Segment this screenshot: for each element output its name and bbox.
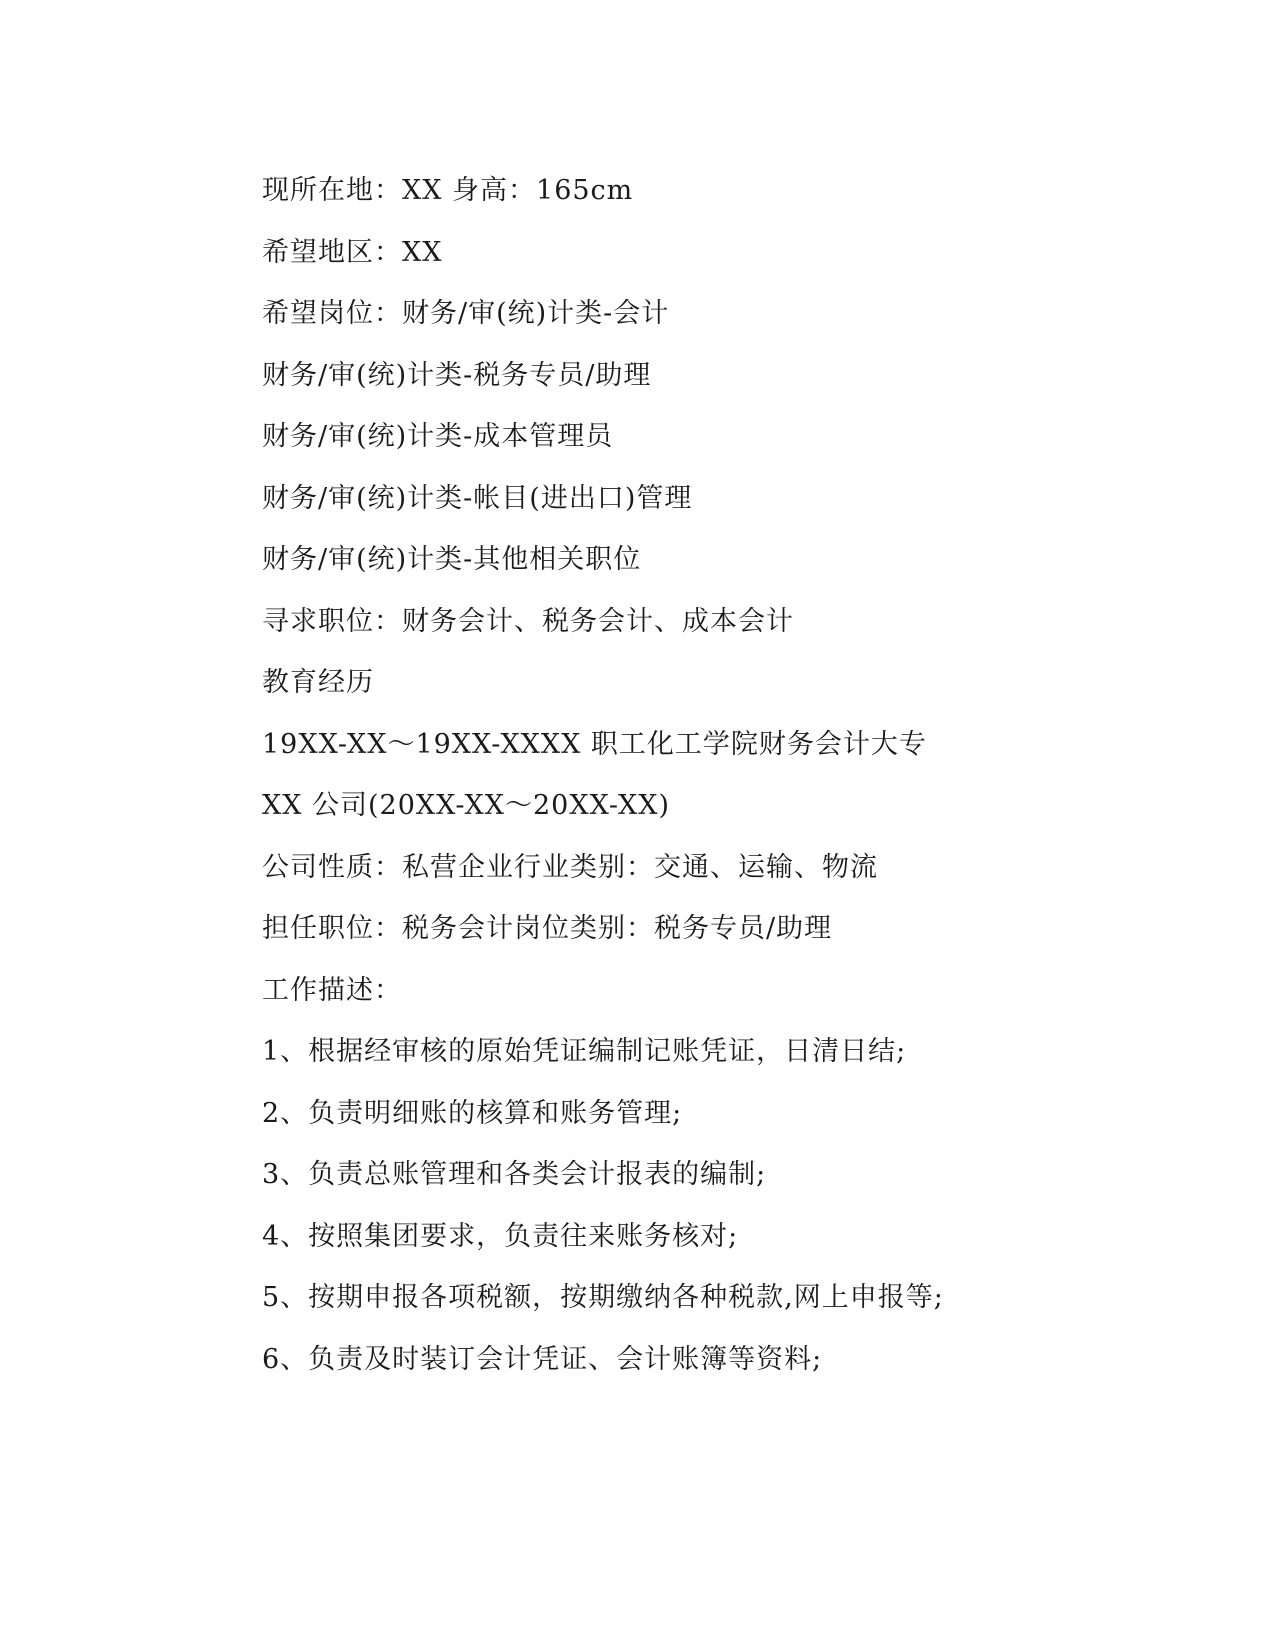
location-height-line: 现所在地：XX 身高：165cm bbox=[262, 175, 634, 206]
company-entry: XX 公司(20XX-XX～20XX-XX) bbox=[262, 790, 670, 821]
sought-position-line: 寻求职位：财务会计、税务会计、成本会计 bbox=[262, 605, 794, 637]
company-nature-line: 公司性质：私营企业行业类别：交通、运输、物流 bbox=[262, 851, 878, 883]
position-option-cost: 财务/审(统)计类-成本管理员 bbox=[262, 421, 614, 452]
duty-item-6: 6、负责及时装订会计凭证、会计账簿等资料; bbox=[262, 1343, 823, 1375]
education-entry: 19XX-XX～19XX-XXXX 职工化工学院财务会计大专 bbox=[262, 728, 927, 760]
desired-position-line: 希望岗位：财务/审(统)计类-会计 bbox=[262, 298, 670, 329]
duty-item-3: 3、负责总账管理和各类会计报表的编制; bbox=[262, 1159, 767, 1190]
duty-item-5: 5、按期申报各项税额，按期缴纳各种税款,网上申报等; bbox=[262, 1282, 944, 1313]
duty-item-1: 1、根据经审核的原始凭证编制记账凭证，日清日结; bbox=[262, 1036, 907, 1067]
position-option-tax: 财务/审(统)计类-税务专员/助理 bbox=[262, 359, 652, 391]
position-option-other: 财务/审(统)计类-其他相关职位 bbox=[262, 544, 642, 575]
desired-region-line: 希望地区：XX bbox=[262, 236, 443, 268]
education-heading: 教育经历 bbox=[262, 667, 374, 698]
job-title-line: 担任职位：税务会计岗位类别：税务专员/助理 bbox=[262, 913, 833, 944]
duty-item-2: 2、负责明细账的核算和账务管理; bbox=[262, 1097, 683, 1129]
document-body bbox=[262, 160, 1022, 1390]
job-description-heading: 工作描述： bbox=[262, 974, 402, 1006]
duty-item-4: 4、按照集团要求，负责往来账务核对; bbox=[262, 1220, 739, 1252]
position-option-accounts: 财务/审(统)计类-帐目(进出口)管理 bbox=[262, 482, 693, 514]
